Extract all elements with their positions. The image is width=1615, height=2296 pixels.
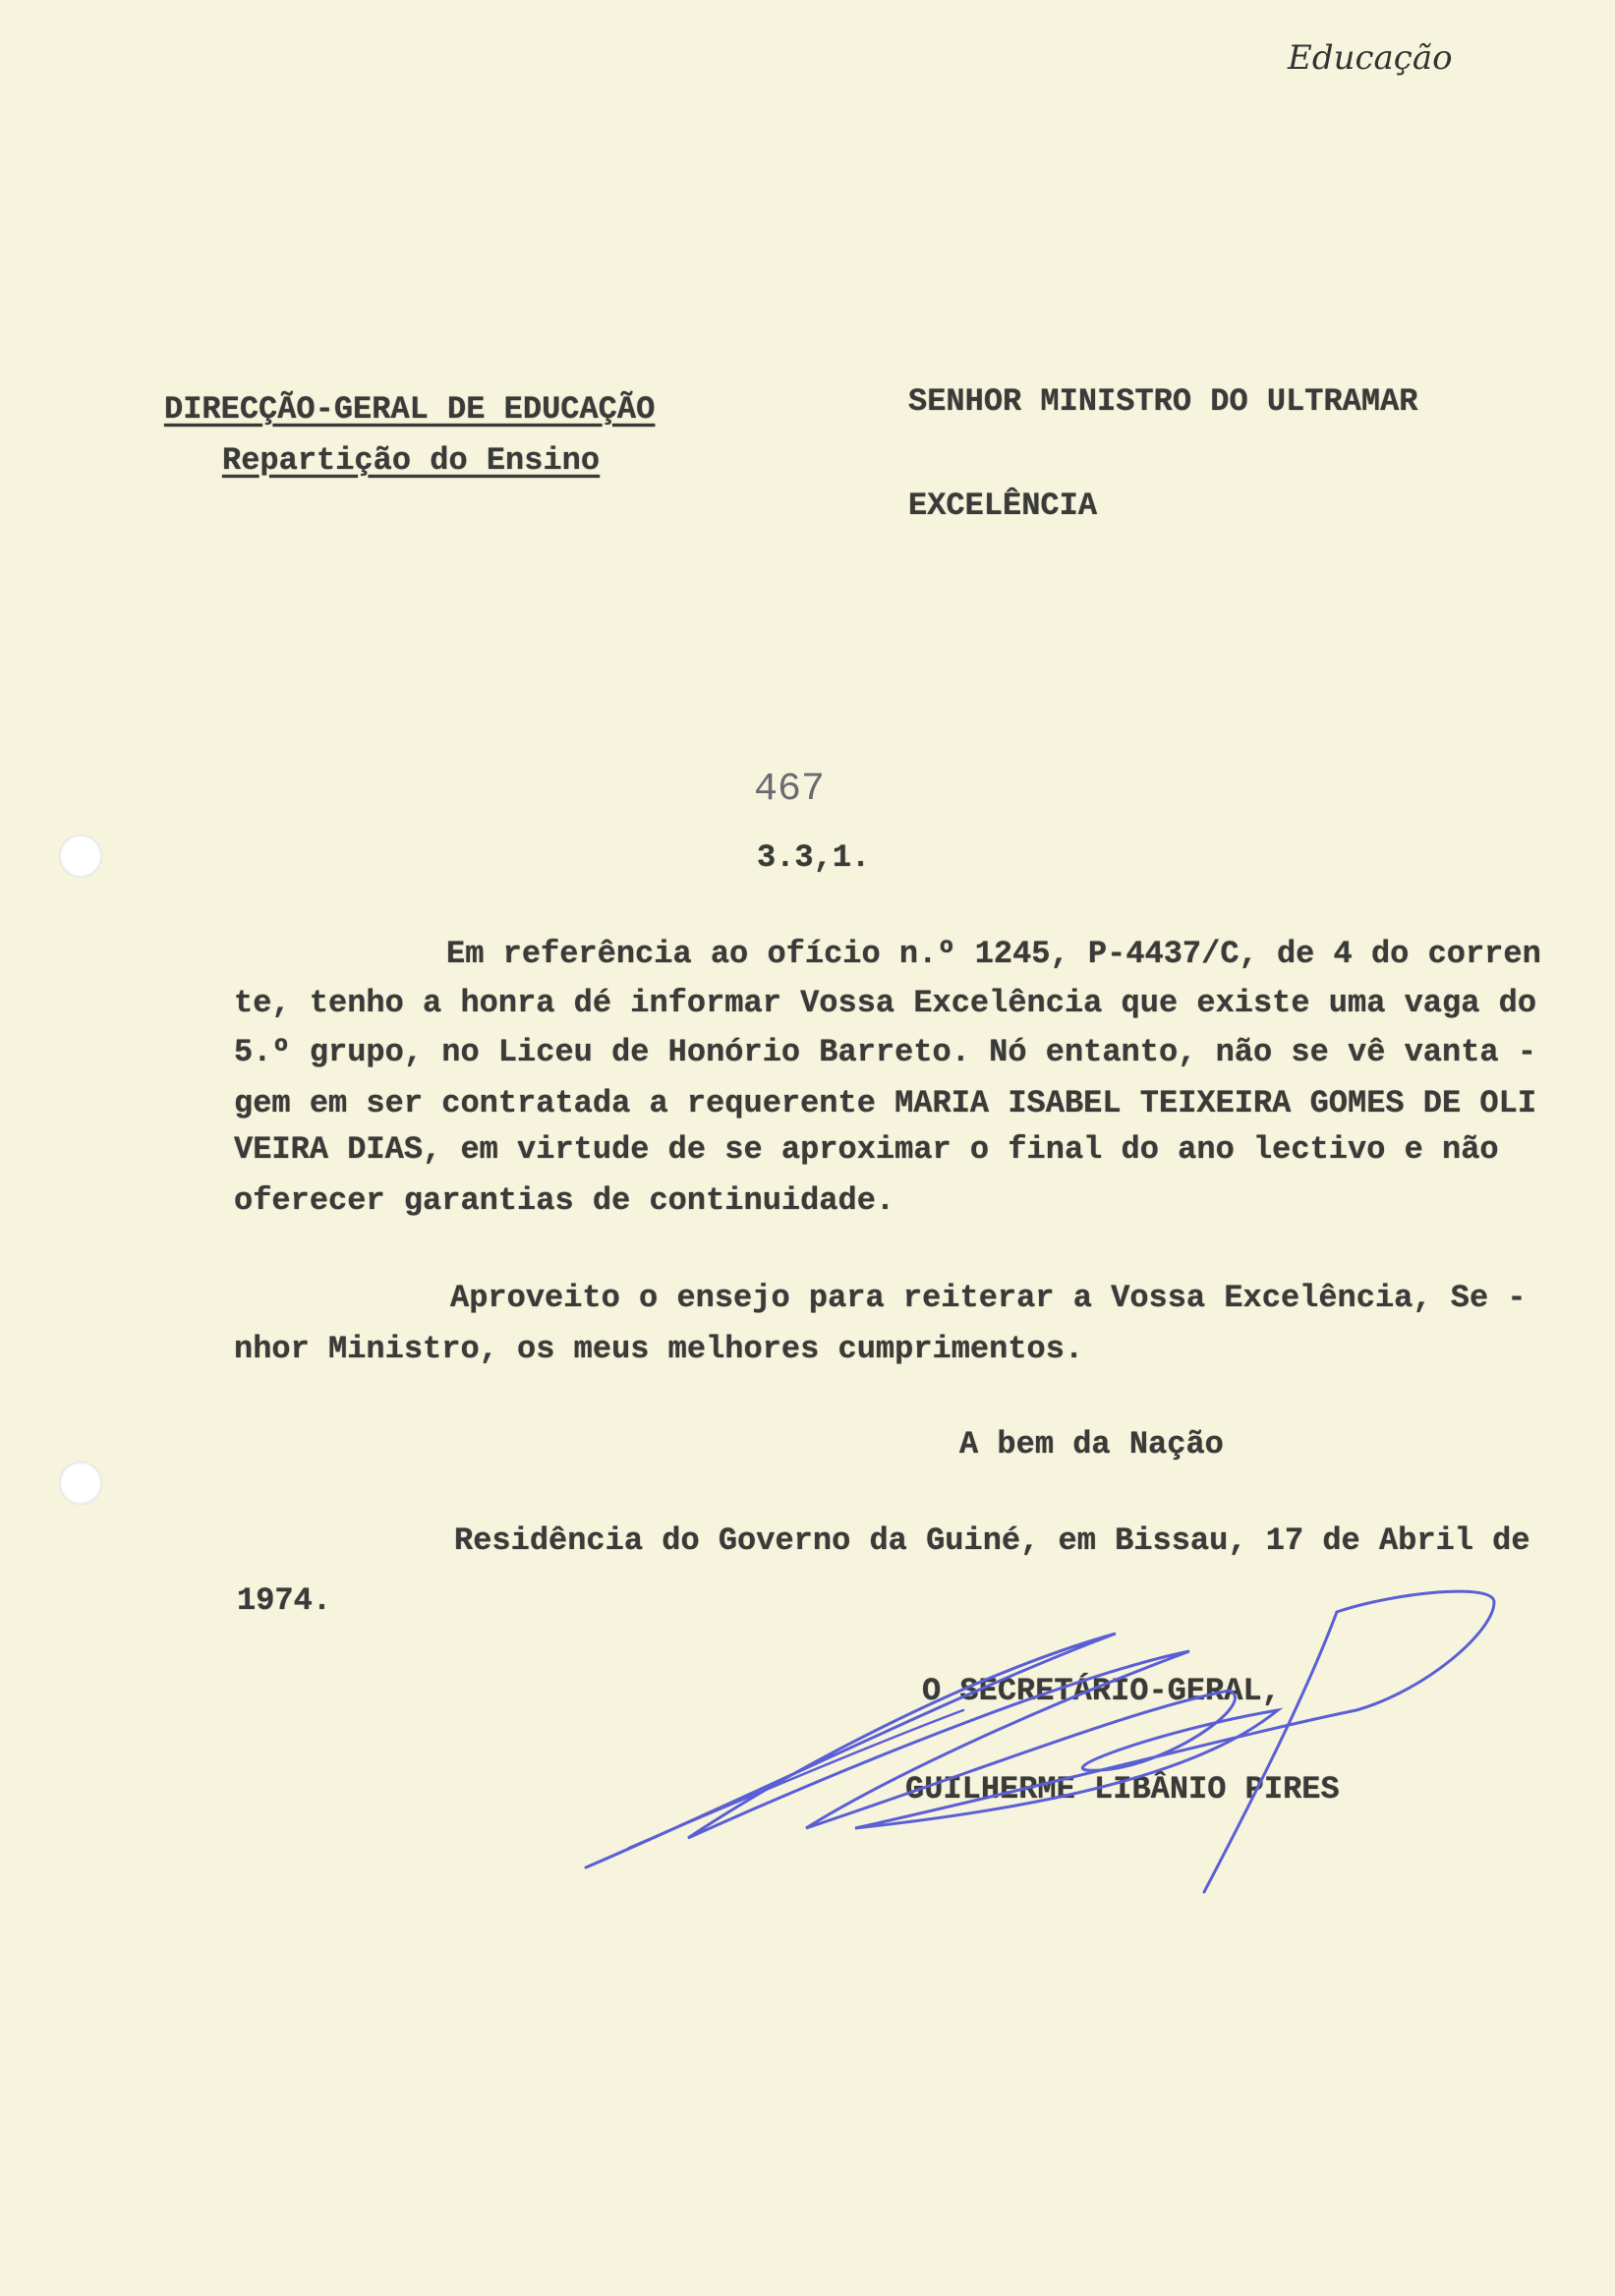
body-line: 5.º grupo, no Liceu de Honório Barreto. Nó entanto, não se vê vanta - [234,1034,1537,1070]
body-line: Em referência ao ofício n.º 1245, P-4437/C, de 4 do corren [446,936,1541,972]
department-heading: DIRECÇÃO-GERAL DE EDUCAÇÃO [164,391,656,428]
body-line: gem em ser contratada a requerente MARIA ISABEL TEIXEIRA GOMES DE OLI [234,1085,1537,1121]
section-heading: Repartição do Ensino [222,442,601,479]
body-line: Aproveito o ensejo para reiterar a Vossa Excelência, Se - [450,1280,1527,1316]
salutation: EXCELÊNCIA [908,488,1098,524]
year: 1974. [237,1582,332,1619]
body-line: oferecer garantias de continuidade. [234,1182,895,1219]
signatory-name: GUILHERME LIBÂNIO PIRES [905,1771,1340,1808]
handwritten-note: Educação [1288,38,1453,78]
reference-code: 3.3,1. [757,839,871,876]
body-line: te, tenho a honra dé informar Vossa Excelência que existe uma vaga do [234,985,1537,1021]
reference-number: 467 [754,768,826,812]
addressee: SENHOR MINISTRO DO ULTRAMAR [908,383,1418,420]
signatory-title: O SECRETÁRIO-GERAL, [922,1673,1281,1709]
place-date: Residência do Governo da Guiné, em Bissau, 17 de Abril de [454,1522,1530,1559]
body-line: nhor Ministro, os meus melhores cumprimentos. [234,1331,1084,1367]
closing: A bem da Nação [959,1426,1224,1463]
body-line: VEIRA DIAS, em virtude de se aproximar o final do ano lectivo e não [234,1131,1499,1168]
